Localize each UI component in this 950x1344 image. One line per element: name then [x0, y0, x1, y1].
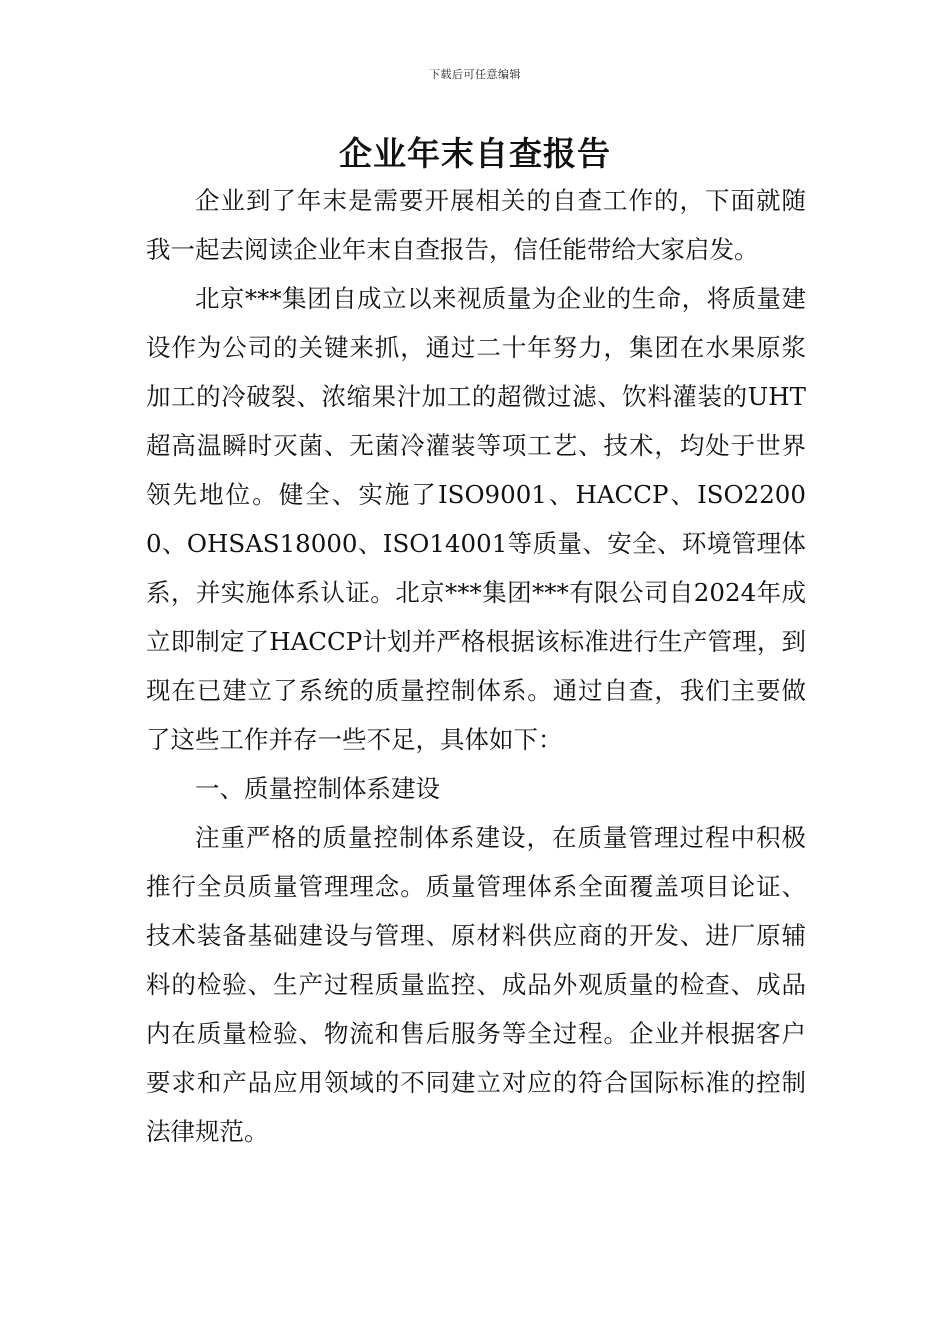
section-heading-1: 一、质量控制体系建设 [195, 774, 440, 803]
page-title: 企业年末自查报告 [339, 134, 611, 173]
paragraph-2: 注重严格的质量控制体系建设，在质量管理过程中积极推行全员质量管理理念。质量管理体系全面覆盖项目论证、技术装备基础建设与管理、原材料供应商的开发、进厂原辅料的检验、生产过程质量监控、成品外观质量的检查、成品内在质量检验、物流和售后服务等全过程。企业并根据客户要求和产品应用领域的不同建立对应的符合国际标准的控制法律规范。 [146, 823, 806, 1146]
paragraph-1: 北京***集团自成立以来视质量为企业的生命，将质量建设作为公司的关键来抓，通过二十年努力，集团在水果原浆加工的冷破裂、浓缩果汁加工的超微过滤、饮料灌装的UHT超高温瞬时灭菌、无菌冷灌装等项工艺、技术，均处于世界领先地位。健全、实施了ISO9001、HACCP、ISO22000、OHSAS18000、ISO14001等质量、安全、环境管理体系，并实施体系认证。北京***集团***有限公司自2024年成立即制定了HACCP计划并严格根据该标准进行生产管理，到现在已建立了系统的质量控制体系。通过自查，我们主要做了这些工作并存一些不足，具体如下： [146, 284, 806, 754]
document-body [146, 176, 806, 1156]
header-note: 下载后可任意编辑 [429, 68, 521, 81]
intro-paragraph: 企业到了年末是需要开展相关的自查工作的，下面就随我一起去阅读企业年末自查报告，信任能带给大家启发。 [146, 186, 806, 264]
